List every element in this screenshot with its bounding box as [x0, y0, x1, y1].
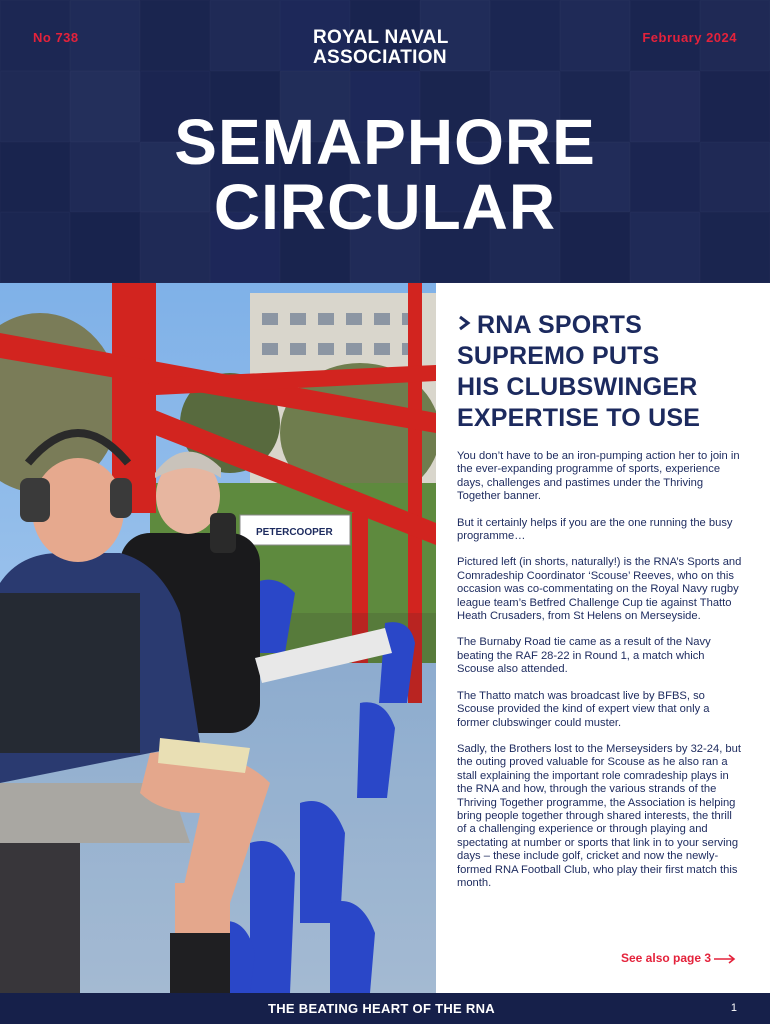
- issue-date: February 2024: [642, 30, 737, 45]
- see-also-text: See also page 3: [621, 951, 712, 965]
- org-line-2: ASSOCIATION: [313, 47, 447, 68]
- headline-line-4: EXPERTISE TO USE: [457, 404, 701, 432]
- see-also-link[interactable]: [621, 951, 736, 965]
- headline-line-3: HIS CLUBSWINGER: [457, 373, 698, 401]
- article-paragraph: You don’t have to be an iron-pumping action her to join in the ever-expanding programme of sports, experience days, challenges and pastimes under the Thriving Together banner.: [457, 450, 740, 503]
- commentators-photo: [0, 283, 436, 993]
- long-arrow-right-icon: [714, 954, 736, 964]
- article-paragraph: The Thatto match was broadcast live by BFBS, so Scouse provided the kind of expert view that only a former clubswinger could muster.: [457, 689, 710, 729]
- article-paragraph: Pictured left (in shorts, naturally!) is the RNA’s Sports and Comradeship Coordinator ‘Scouse’ Reeves, who on this occasion was co-commentating on the Royal Navy rugby league team’s Betfred Challenge Cup tie against Thatto Heath Crusaders, from St Helens on Merseyside.: [457, 556, 742, 623]
- masthead-title-line-2: CIRCULAR: [213, 171, 557, 243]
- masthead-title-line-1: SEMAPHORE: [174, 106, 596, 178]
- organisation-logo-text: [313, 28, 449, 68]
- page-footer: [0, 993, 770, 1024]
- article-paragraph: Sadly, the Brothers lost to the Merseysiders by 32-24, but the outing proved valuable for Scouse as he also ran a stall explaining the important role comradeship plays in the RNA and how, through the various strands of the Thriving Together programme, the Association is helping bring people together through shared interests, the thrill of a challenging experience or through playing and spectating at number or sports that link in to your serving days – these include golf, cricket and now the newly-formed RNA Football Club, who play their first match this month.: [457, 742, 741, 889]
- article: [457, 310, 742, 903]
- perimeter-banner-text: PETERCOOPER: [256, 527, 333, 538]
- headline-line-1-text: RNA SPORTS: [477, 311, 642, 339]
- page-number: 1: [730, 1002, 737, 1014]
- footer-tagline: THE BEATING HEART OF THE RNA: [268, 1001, 495, 1016]
- article-paragraph: The Burnaby Road tie came as a result of the Navy beating the RAF 28-22 in Round 1, a match which Scouse also attended.: [457, 636, 711, 676]
- headline-line-2: SUPREMO PUTS: [457, 342, 660, 370]
- issue-number: No 738: [33, 30, 79, 45]
- article-body: [457, 450, 742, 890]
- masthead-header: [0, 0, 770, 283]
- chevron-right-icon: [457, 313, 473, 333]
- org-line-1: ROYAL NAVAL: [313, 27, 449, 48]
- headline-line-1: [457, 311, 642, 339]
- article-paragraph: But it certainly helps if you are the one running the busy programme…: [457, 516, 733, 543]
- article-headline: [457, 310, 742, 434]
